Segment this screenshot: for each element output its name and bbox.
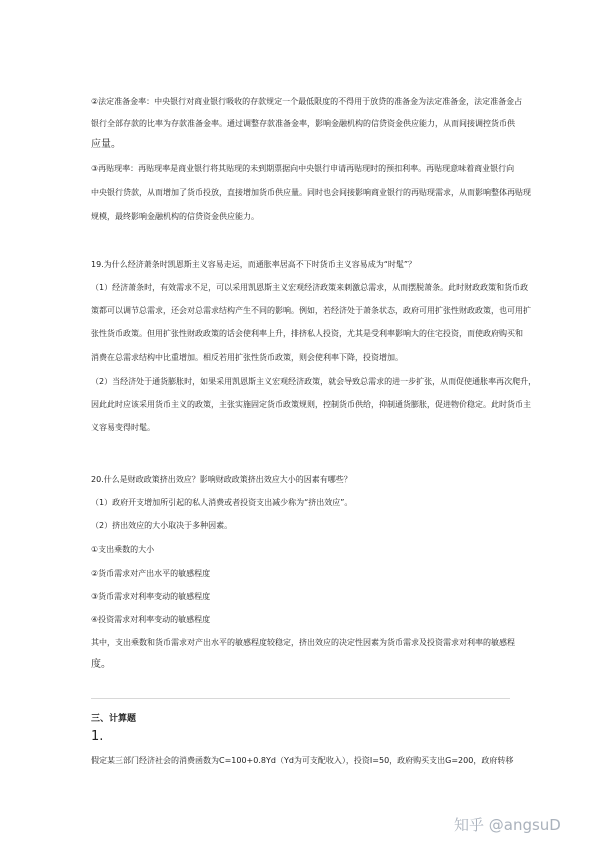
question-title: 19.为什么经济萧条时凯恩斯主义容易走运，而通胀率居高不下时货币主义容易成为“时髦”？: [91, 260, 417, 269]
section-heading: 三、计算题: [91, 714, 137, 724]
paragraph-line: 中央银行贷款，从而增加了货币投放，直接增加货币供应量。同时也会间接影响商业银行的再贴现需求，从而影响整体再贴现: [91, 188, 531, 197]
question-title: 20.什么是财政政策挤出效应？影响财政政策挤出效应大小的因素有哪些？: [91, 475, 352, 484]
paragraph-line: 策都可以调节总需求，还会对总需求结构产生不同的影响。例如，若经济处于萧条状态，政府可用扩张性财政政策，也可用扩: [91, 306, 531, 315]
paragraph-line: 银行全部存款的比率为存款准备金率。通过调整存款准备金率，影响金融机构的信贷资金供应能力，从而间接调控货币供: [91, 119, 515, 128]
list-item: ③货币需求对利率变动的敏感程度: [91, 592, 211, 601]
paragraph-line: 因此此时应该采用货币主义的政策，主张实施固定货币政策规则，控制货币供给，抑制通货膨胀，促进物价稳定。此时货币主: [91, 400, 531, 409]
paragraph-line: 义容易变得时髦。: [91, 423, 155, 432]
paragraph-line: 张性货币政策。但用扩张性财政政策的话会使利率上升，排挤私人投资，尤其是受利率影响大的住宅投资，而使政府购买和: [91, 329, 523, 338]
paragraph-line: ②法定准备金率：中央银行对商业银行吸收的存款规定一个最低限度的不得用于放贷的准备金为法定准备金，法定准备金占: [91, 97, 523, 106]
paragraph-line: 规模，最终影响金融机构的信贷资金供应能力。: [91, 212, 259, 221]
paragraph-line: （1）经济萧条时，有效需求不足，可以采用凯恩斯主义宏观经济政策来刺激总需求，从而摆脱萧条。此时财政政策和货币政: [91, 283, 529, 292]
problem-number: 1.: [91, 729, 104, 744]
list-item: ②货币需求对产出水平的敏感程度: [91, 569, 211, 578]
list-item: ④投资需求对利率变动的敏感程度: [91, 615, 211, 624]
paragraph-line: （2）当经济处于通货膨胀时，如果采用凯恩斯主义宏观经济政策，就会导致总需求的进一步扩张，从而促使通胀率再次爬升，: [91, 377, 537, 386]
paragraph-line: 度。: [91, 659, 111, 670]
paragraph-line: （1）政府开支增加所引起的私人消费或者投资支出减少称为“挤出效应”。: [91, 498, 353, 507]
section-divider: [91, 698, 510, 699]
paragraph-line: 应量。: [91, 139, 121, 150]
list-item: ①支出乘数的大小: [91, 545, 155, 554]
paragraph-line: 假定某三部门经济社会的消费函数为C=100+0.8Yd（Yd为可支配收入），投资I=50，政府购买支出G=200，政府转移: [91, 756, 514, 765]
paragraph-line: （2）挤出效应的大小取决于多种因素。: [91, 521, 233, 530]
paragraph-line: ③再贴现率：再贴现率是商业银行将其贴现的未到期票据向中央银行申请再贴现时的预扣利率。再贴现意味着商业银行向: [91, 164, 515, 173]
paragraph-line: 其中，支出乘数和货币需求对产出水平的敏感程度较稳定，挤出效应的决定性因素为货币需求及投资需求对利率的敏感程: [91, 638, 515, 647]
paragraph-line: 消费在总需求结构中比重增加。相反若用扩张性货币政策，则会使利率下降，投资增加。: [91, 353, 403, 362]
watermark: 知乎 @angsuD: [454, 816, 561, 834]
